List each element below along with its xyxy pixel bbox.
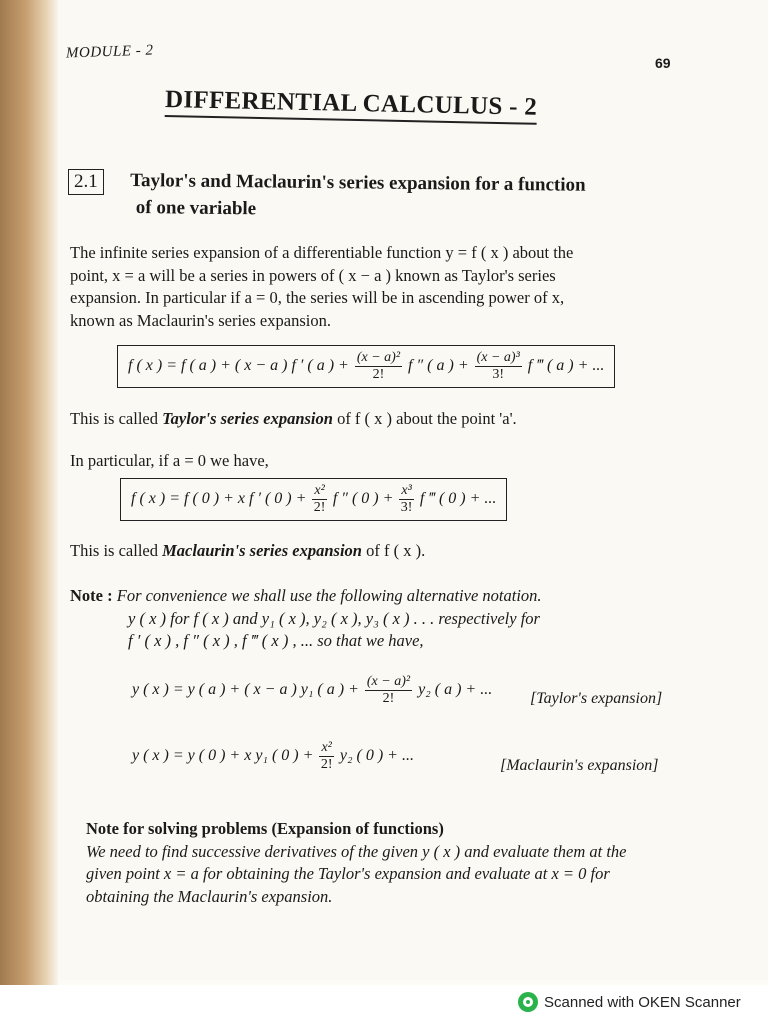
problems-note (86, 818, 686, 908)
taylor-formula-part1: f ( x ) = f ( a ) + ( x − a ) f ′ ( a ) + (128, 357, 349, 375)
alt-taylor-frac-denominator: 2! (382, 691, 395, 706)
note-line-2: y ( x ) for f ( x ) and y₁ ( x ), y₂ ( x ), y₃ ( x ) . . . respectively for (128, 608, 540, 628)
problems-note-line-3: obtaining the Maclaurin's expansion. (86, 886, 333, 906)
taylor-frac2-numerator: (x − a)³ (476, 350, 520, 365)
alt-taylor-frac-numerator: (x − a)² (366, 674, 411, 689)
taylor-frac2-denominator: 3! (492, 367, 505, 382)
section-heading-line1: Taylor's and Maclaurin's series expansion for a function (130, 170, 586, 196)
notation-note (70, 585, 680, 653)
taylor-fraction-2 (475, 350, 522, 383)
alt-taylor-part2: y₂ ( a ) + ... (418, 681, 493, 699)
module-label: MODULE - 2 (65, 42, 154, 62)
section-heading (130, 167, 691, 227)
problems-note-heading: Note for solving problems (Expansion of functions) (86, 819, 444, 838)
note-line-1: For convenience we shall use the following alternative notation. (116, 586, 542, 605)
taylor-caption-post: of f ( x ) about the point 'a'. (332, 409, 517, 428)
alt-maclaurin-part1: y ( x ) = y ( 0 ) + x y₁ ( 0 ) + (132, 747, 314, 765)
taylor-fraction-1 (355, 350, 402, 383)
maclaurin-caption-pre: This is called (70, 541, 163, 560)
maclaurin-frac1-numerator: x² (314, 483, 325, 498)
note-label: Note : (70, 586, 113, 605)
alt-taylor-formula (132, 674, 492, 707)
intro-line-2: point, x = a will be a series in powers of ( x − a ) known as Taylor's series (70, 265, 556, 285)
maclaurin-frac2-denominator: 3! (400, 500, 413, 515)
intro-paragraph (70, 242, 680, 332)
particular-line: In particular, if a = 0 we have, (70, 451, 269, 470)
scanner-label: Scanned with OKEN Scanner (544, 993, 741, 1011)
maclaurin-formula-part1: f ( x ) = f ( 0 ) + x f ′ ( 0 ) + (131, 490, 307, 508)
intro-line-4: known as Maclaurin's series expansion. (70, 310, 331, 330)
maclaurin-caption (70, 540, 680, 563)
taylor-frac1-denominator: 2! (372, 367, 385, 382)
problems-note-line-2: given point x = a for obtaining the Taylor's expansion and evaluate at x = 0 for (86, 864, 610, 883)
taylor-caption-term: Taylor's series expansion (162, 409, 333, 428)
maclaurin-caption-post: of f ( x ). (361, 541, 426, 560)
alt-maclaurin-part2: y₂ ( 0 ) + ... (339, 747, 414, 765)
maclaurin-formula-part3: f ‴ ( 0 ) + ... (419, 490, 497, 508)
problems-note-line-1: We need to find successive derivatives of the given y ( x ) and evaluate them at the (86, 841, 627, 861)
alt-maclaurin-frac-numerator: x² (321, 740, 332, 755)
alt-maclaurin-frac-denominator: 2! (320, 757, 333, 772)
oken-logo-icon (518, 992, 538, 1012)
maclaurin-fraction-1 (312, 483, 326, 516)
maclaurin-fraction-2 (399, 483, 413, 516)
taylor-formula-part3: f ‴ ( a ) + ... (527, 357, 605, 375)
taylor-caption-pre: This is called (70, 409, 163, 428)
alt-maclaurin-formula (132, 740, 414, 773)
intro-line-1: The infinite series expansion of a differentiable function y = f ( x ) about the (70, 243, 574, 262)
section-number: 2.1 (68, 169, 104, 195)
note-line-3: f ′ ( x ) , f ″ ( x ) , f ‴ ( x ) , ... so that we have, (128, 631, 424, 650)
maclaurin-formula-box (120, 478, 507, 521)
maclaurin-caption-term: Maclaurin's series expansion (162, 541, 362, 560)
taylor-frac1-numerator: (x − a)² (356, 350, 401, 365)
maclaurin-formula-part2: f ″ ( 0 ) + (332, 490, 394, 508)
alt-taylor-tag: [Taylor's expansion] (530, 690, 663, 707)
page-number: 69 (655, 55, 671, 71)
taylor-formula-part2: f ″ ( a ) + (408, 357, 469, 375)
alt-maclaurin-tag: [Maclaurin's expansion] (500, 757, 659, 774)
maclaurin-frac2-numerator: x³ (401, 483, 412, 498)
maclaurin-frac1-denominator: 2! (313, 500, 326, 515)
taylor-formula-box (117, 345, 615, 388)
section-heading-line2: of one variable (135, 197, 257, 220)
chapter-title: DIFFERENTIAL CALCULUS - 2 (165, 86, 538, 125)
intro-line-3: expansion. In particular if a = 0, the series will be in ascending power of x, (70, 288, 565, 307)
book-spine-shadow (0, 0, 58, 985)
alt-taylor-fraction (365, 674, 412, 707)
alt-taylor-part1: y ( x ) = y ( a ) + ( x − a ) y₁ ( a ) + (132, 681, 359, 699)
alt-maclaurin-fraction (319, 740, 333, 773)
scanner-watermark (518, 992, 741, 1012)
taylor-caption (70, 408, 680, 431)
